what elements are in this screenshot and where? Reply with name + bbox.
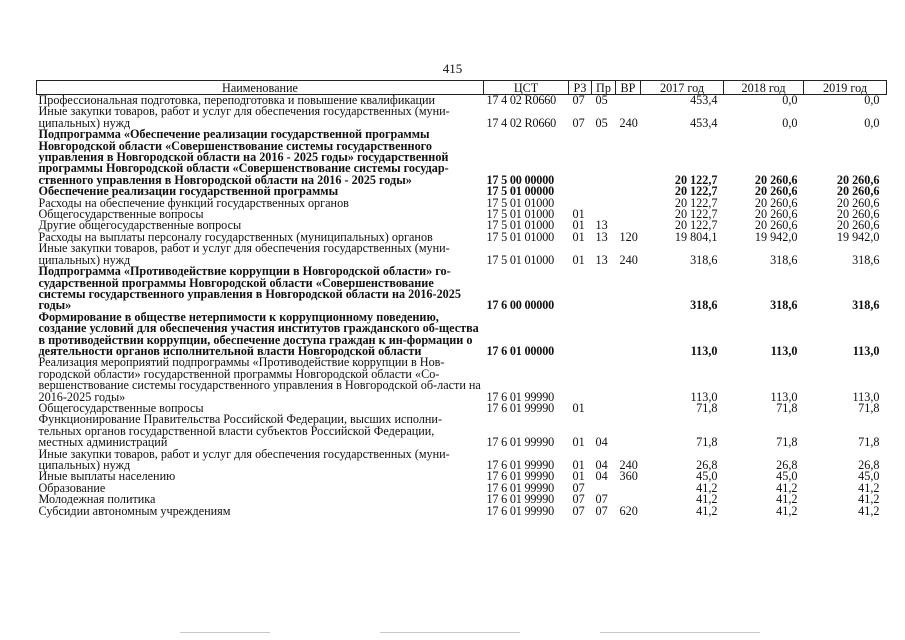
scan-artifact <box>600 632 760 633</box>
cell-code: 17 6 00 00000 <box>486 298 554 313</box>
cell-2019: 26,8 <box>858 458 880 472</box>
cell-2017: 45,0 <box>696 469 718 484</box>
cell-name: Расходы на обеспечение функций государственных органов <box>38 195 349 210</box>
cell-rz: 01 <box>572 435 585 450</box>
cell-2019: 20 260,6 <box>836 184 880 199</box>
cell-pr <box>592 186 616 197</box>
budget-table <box>36 80 887 517</box>
cell-2019: 113,0 <box>852 389 880 404</box>
cell-2019: 20 260,6 <box>836 218 880 233</box>
cell-code: 17 6 01 99990 <box>486 492 554 507</box>
cell-code: 17 4 02 R0660 <box>486 93 557 107</box>
cell-pr: 04 <box>595 458 608 472</box>
cell-name: Образование <box>38 480 106 495</box>
cell-code: 17 6 01 99990 <box>486 480 554 495</box>
cell-2018: 41,2 <box>776 492 798 507</box>
table-row <box>37 483 887 494</box>
table-row <box>37 266 887 312</box>
cell-rz: 01 <box>572 207 585 222</box>
cell-pr <box>592 266 616 312</box>
table-row <box>37 106 887 129</box>
scan-artifact <box>180 632 270 633</box>
cell-2019: 0,0 <box>864 93 880 107</box>
cell-rz: 07 <box>572 480 585 495</box>
cell-rz <box>569 129 592 186</box>
cell-2019: 113,0 <box>852 343 880 358</box>
cell-name: Субсидии автономным учреждениям <box>38 503 231 518</box>
cell-rz: 07 <box>572 115 585 130</box>
cell-vr <box>616 129 641 186</box>
cell-rz: 07 <box>572 492 585 507</box>
cell-name: Подпрограмма «Обеспечение реализации государственной программы Новгородской области «Совершенствование системы государственного управления в Новгородской области на 2016 - 2025 годы» государственной программы Новгородской области «Совершенствование системы государ-ственного управления в Новгородской области на 2016 - 2025 годы» <box>38 127 449 187</box>
cell-2017: 20 122,7 <box>674 172 718 187</box>
cell-vr: 620 <box>619 503 638 518</box>
cell-rz: 01 <box>572 400 585 415</box>
cell-code: 17 6 01 99990 <box>486 503 554 518</box>
cell-pr: 05 <box>595 93 608 107</box>
cell-rz: 01 <box>572 252 585 267</box>
table-row <box>37 506 887 517</box>
cell-vr <box>616 483 641 494</box>
cell-vr <box>616 186 641 197</box>
page-number: 415 <box>442 61 463 76</box>
cell-rz <box>569 266 592 312</box>
cell-code: 17 5 01 01000 <box>486 218 554 233</box>
cell-2018: 318,6 <box>770 298 798 313</box>
table-row <box>37 129 887 186</box>
cell-rz: 01 <box>572 458 585 472</box>
cell-2018: 0,0 <box>782 93 798 107</box>
cell-pr <box>592 403 616 414</box>
cell-2019: 20 260,6 <box>836 172 880 187</box>
cell-name: Иные закупки товаров, работ и услуг для обеспечения государственных (муни-ципальных) нужд <box>38 104 450 130</box>
cell-vr <box>616 403 641 414</box>
cell-vr: 240 <box>619 458 638 472</box>
cell-rz: 01 <box>572 229 585 244</box>
cell-code: 17 5 01 00000 <box>486 184 554 199</box>
cell-2018: 19 942,0 <box>754 229 798 244</box>
cell-2017: 20 122,7 <box>674 207 718 222</box>
cell-name: Расходы на выплаты персоналу государственных (муниципальных) органов <box>38 229 433 244</box>
cell-name: Другие общегосударственные вопросы <box>38 218 242 233</box>
cell-2017: 113,0 <box>690 389 718 404</box>
cell-2019: 45,0 <box>858 469 880 484</box>
cell-2017: 71,8 <box>696 400 718 415</box>
cell-2018: 113,0 <box>770 343 798 358</box>
cell-code: 17 5 01 01000 <box>486 229 554 244</box>
cell-pr: 04 <box>595 469 608 484</box>
cell-2019: 41,2 <box>858 492 880 507</box>
cell-2018: 113,0 <box>770 389 798 404</box>
scan-artifact <box>380 632 520 633</box>
cell-2019: 19 942,0 <box>836 229 880 244</box>
cell-vr <box>616 198 641 209</box>
cell-pr: 13 <box>595 218 608 233</box>
column-header-2018: 2018 год <box>724 81 804 95</box>
cell-code: 17 6 01 99990 <box>486 389 554 404</box>
cell-2018: 71,8 <box>776 435 798 450</box>
cell-2019: 318,6 <box>852 298 880 313</box>
table-row <box>37 243 887 266</box>
cell-vr <box>616 95 641 107</box>
cell-vr <box>616 357 641 403</box>
table-row <box>37 414 887 448</box>
cell-2017: 20 122,7 <box>674 218 718 233</box>
cell-code: 17 6 01 99990 <box>486 435 554 450</box>
cell-2019: 20 260,6 <box>836 207 880 222</box>
cell-pr: 13 <box>595 252 608 267</box>
cell-name: Формирование в обществе нетерпимости к коррупционному поведению, создание условий для обеспечения участия институтов гражданского об-щества в противодействии коррупции, обеспечение доступа граждан к ин-формации о деятельности органов исполнительной власти Новгородской области <box>38 309 479 358</box>
cell-pr: 07 <box>595 492 608 507</box>
cell-code: 17 5 01 01000 <box>486 252 554 267</box>
cell-pr <box>592 357 616 403</box>
cell-2017: 41,2 <box>696 503 718 518</box>
cell-rz <box>569 357 592 403</box>
cell-code: 17 6 01 00000 <box>486 343 554 358</box>
cell-vr: 240 <box>619 252 638 267</box>
column-header-pr: Пр <box>592 81 616 95</box>
column-header-2019: 2019 год <box>804 81 887 95</box>
cell-2019: 71,8 <box>858 400 880 415</box>
cell-rz <box>569 312 592 358</box>
cell-2017: 20 122,7 <box>674 184 718 199</box>
cell-2018: 20 260,6 <box>754 218 798 233</box>
cell-pr: 07 <box>595 503 608 518</box>
cell-2017: 453,4 <box>690 93 718 107</box>
cell-pr <box>592 198 616 209</box>
cell-2019: 71,8 <box>858 435 880 450</box>
column-header-rz: РЗ <box>569 81 592 95</box>
cell-2018: 20 260,6 <box>754 195 798 210</box>
cell-2017: 318,6 <box>690 252 718 267</box>
cell-code: 17 6 01 99990 <box>486 469 554 484</box>
column-header-name: Наименование <box>37 81 484 95</box>
cell-2017: 26,8 <box>696 458 718 472</box>
cell-2018: 26,8 <box>776 458 798 472</box>
cell-pr: 04 <box>595 435 608 450</box>
cell-2017: 71,8 <box>696 435 718 450</box>
cell-2019: 41,2 <box>858 503 880 518</box>
cell-2019: 41,2 <box>858 480 880 495</box>
cell-2018: 0,0 <box>782 115 798 130</box>
cell-2017: 453,4 <box>690 115 718 130</box>
cell-pr: 05 <box>595 115 608 130</box>
cell-2019: 0,0 <box>864 115 880 130</box>
cell-2019: 318,6 <box>852 252 880 267</box>
cell-name: Иные закупки товаров, работ и услуг для обеспечения государственных (муни-ципальных) нужд <box>38 446 450 472</box>
cell-vr <box>616 209 641 220</box>
cell-vr: 240 <box>619 115 638 130</box>
cell-name: Общегосударственные вопросы <box>38 400 204 415</box>
cell-pr <box>592 312 616 358</box>
table-row <box>37 357 887 403</box>
cell-2017: 41,2 <box>696 492 718 507</box>
cell-2018: 20 260,6 <box>754 184 798 199</box>
table-row <box>37 471 887 482</box>
cell-code: 17 6 01 99990 <box>486 400 554 415</box>
cell-2017: 113,0 <box>690 343 718 358</box>
cell-vr: 120 <box>619 229 638 244</box>
cell-rz: 01 <box>572 218 585 233</box>
cell-name: Общегосударственные вопросы <box>38 207 204 222</box>
cell-name: Молодежная политика <box>38 492 156 507</box>
cell-2018: 20 260,6 <box>754 207 798 222</box>
cell-2018: 20 260,6 <box>754 172 798 187</box>
column-header-vr: ВР <box>616 81 641 95</box>
cell-code: 17 6 01 99990 <box>486 458 554 472</box>
cell-name: Иные закупки товаров, работ и услуг для обеспечения государственных (муни-ципальных) нужд <box>38 241 450 267</box>
column-header-2017: 2017 год <box>641 81 724 95</box>
cell-2019: 20 260,6 <box>836 195 880 210</box>
cell-name: Профессиональная подготовка, переподготовка и повышение квалификации <box>38 93 436 107</box>
cell-vr <box>616 266 641 312</box>
cell-vr <box>616 414 641 448</box>
cell-name: Функционирование Правительства Российской Федерации, высших исполни-тельных органов государственной власти субъектов Российской Федерации, местных администраций <box>38 412 443 450</box>
table-row <box>37 312 887 358</box>
cell-vr <box>616 312 641 358</box>
cell-pr: 13 <box>595 229 608 244</box>
cell-rz <box>569 186 592 197</box>
table-row <box>37 449 887 472</box>
cell-2017: 318,6 <box>690 298 718 313</box>
cell-vr: 360 <box>619 469 638 484</box>
cell-2017: 20 122,7 <box>674 195 718 210</box>
cell-2018: 41,2 <box>776 480 798 495</box>
cell-code: 17 5 01 01000 <box>486 207 554 222</box>
column-header-code: ЦСТ <box>484 81 569 95</box>
cell-name: Подпрограмма «Противодействие коррупции в Новгородской области» го-сударственной программы Новгородской области «Совершенствование системы государственного управления в Новгородской области на 2016-2025 годы» <box>38 264 461 313</box>
cell-name: Реализация мероприятий подпрограммы «Противодействие коррупции в Нов-городской области» государственной программы Новгородской области «Со-вершенствование системы государственного управления в Новгородской об-ласти на 2016-2025 годы» <box>38 355 481 404</box>
cell-code: 17 5 00 00000 <box>486 172 554 187</box>
cell-2017: 41,2 <box>696 480 718 495</box>
cell-name: Обеспечение реализации государственной программы <box>38 184 339 199</box>
cell-2018: 318,6 <box>770 252 798 267</box>
cell-code: 17 4 02 R0660 <box>486 115 557 130</box>
cell-code: 17 5 01 01000 <box>486 195 554 210</box>
cell-rz: 07 <box>572 93 585 107</box>
cell-2017: 19 804,1 <box>674 229 718 244</box>
cell-pr <box>592 129 616 186</box>
cell-2018: 71,8 <box>776 400 798 415</box>
cell-name: Иные выплаты населению <box>38 469 176 484</box>
cell-2018: 45,0 <box>776 469 798 484</box>
cell-rz: 01 <box>572 469 585 484</box>
cell-2018: 41,2 <box>776 503 798 518</box>
table-body <box>37 95 887 518</box>
cell-rz: 07 <box>572 503 585 518</box>
